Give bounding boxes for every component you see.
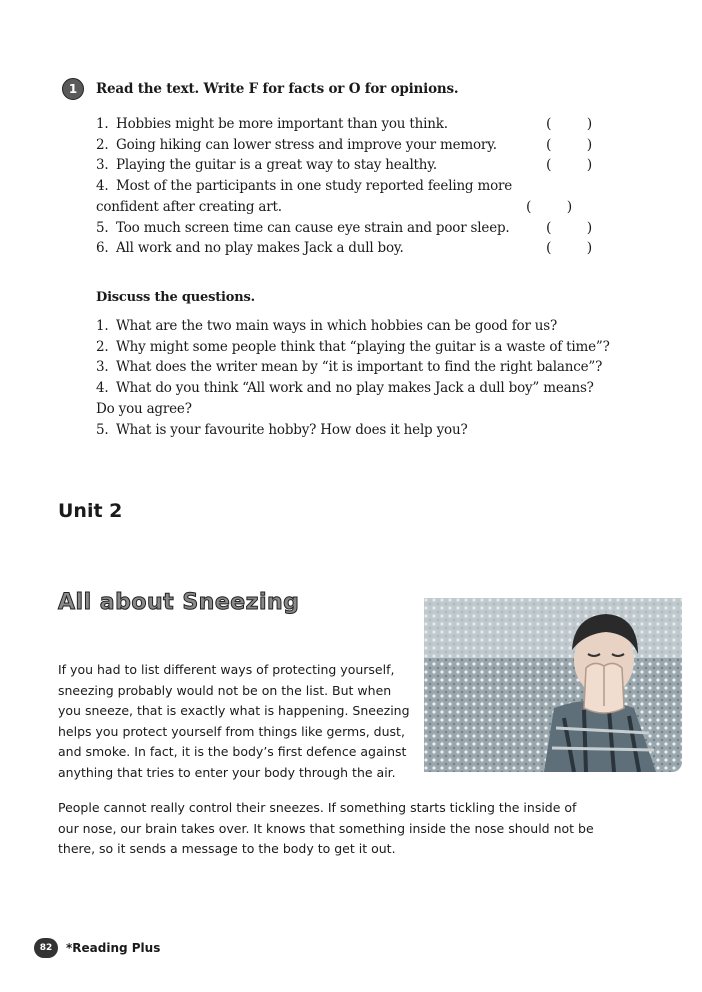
article-paragraph-1: If you had to list different ways of protecting yourself, sneezing probably would not be on the list. But when you sneeze, that is exactly what is happening. Sneezing helps you protect yourself from things like germs, dust, and smoke. In fact, it is the body’s first defence against anything that tries to enter your body through the air. bbox=[58, 662, 410, 780]
exercise-header bbox=[62, 78, 458, 100]
question-item: 2. Why might some people think that “playing the guitar is a waste of time”? bbox=[96, 338, 610, 355]
exercise-instruction: Read the text. Write F for facts or O for opinions. bbox=[96, 81, 459, 97]
question-list bbox=[96, 316, 616, 440]
statement-item: 4. Most of the participants in one study reported feeling more bbox=[96, 178, 513, 195]
statement-list bbox=[96, 114, 596, 259]
discuss-title: Discuss the questions. bbox=[96, 290, 255, 305]
page-number-badge: 82 bbox=[34, 938, 58, 958]
statement-item: 3. Playing the guitar is a great way to stay healthy. ( ) bbox=[96, 155, 596, 176]
article-paragraph-2: People cannot really control their sneezes. If something starts tickling the inside of our nose, our brain takes over. It knows that something inside the nose should not be there, so it sends a message to the body to get it out. bbox=[58, 800, 594, 857]
answer-blank[interactable]: ( ) bbox=[546, 240, 592, 257]
answer-blank[interactable]: ( ) bbox=[546, 136, 592, 153]
question-item: 4. What do you think “All work and no play makes Jack a dull boy” means? bbox=[96, 380, 594, 397]
statement-text: Going hiking can lower stress and improve your memory. bbox=[116, 136, 497, 153]
article-title: All about Sneezing bbox=[58, 590, 300, 615]
question-item-continued: Do you agree? bbox=[96, 400, 192, 417]
question-item: 1. What are the two main ways in which hobbies can be good for us? bbox=[96, 318, 558, 334]
answer-blank[interactable]: ( ) bbox=[546, 116, 592, 132]
statement-item: 2. Going hiking can lower stress and improve your memory. ( ) bbox=[96, 135, 596, 156]
statement-text: Most of the participants in one study reported feeling more bbox=[116, 178, 513, 195]
answer-blank[interactable]: ( ) bbox=[546, 157, 592, 174]
footer-label: *Reading Plus bbox=[66, 941, 161, 955]
question-item: 3. What does the writer mean by “it is important to find the right balance”? bbox=[96, 359, 603, 376]
statement-text: Hobbies might be more important than you think. bbox=[116, 116, 448, 132]
answer-blank[interactable]: ( ) bbox=[546, 219, 592, 236]
statement-text: All work and no play makes Jack a dull boy. bbox=[116, 240, 404, 257]
answer-blank[interactable]: ( ) bbox=[526, 198, 572, 215]
statement-item-continued bbox=[96, 197, 596, 218]
question-item: 5. What is your favourite hobby? How does it help you? bbox=[96, 421, 468, 438]
statement-item: 5. Too much screen time can cause eye strain and poor sleep. ( ) bbox=[96, 218, 596, 239]
statement-text: confident after creating art. bbox=[96, 198, 282, 215]
statement-item: 6. All work and no play makes Jack a dull boy. ( ) bbox=[96, 238, 596, 259]
exercise-number-badge: 1 bbox=[62, 78, 84, 100]
statement-text: Too much screen time can cause eye strain and poor sleep. bbox=[116, 219, 510, 236]
page-footer bbox=[34, 938, 160, 958]
statement-item: 1. Hobbies might be more important than you think. ( ) bbox=[96, 114, 596, 135]
unit-title: Unit 2 bbox=[58, 500, 123, 522]
statement-text: Playing the guitar is a great way to stay healthy. bbox=[116, 157, 438, 174]
sneezing-boy-photo bbox=[424, 598, 682, 772]
